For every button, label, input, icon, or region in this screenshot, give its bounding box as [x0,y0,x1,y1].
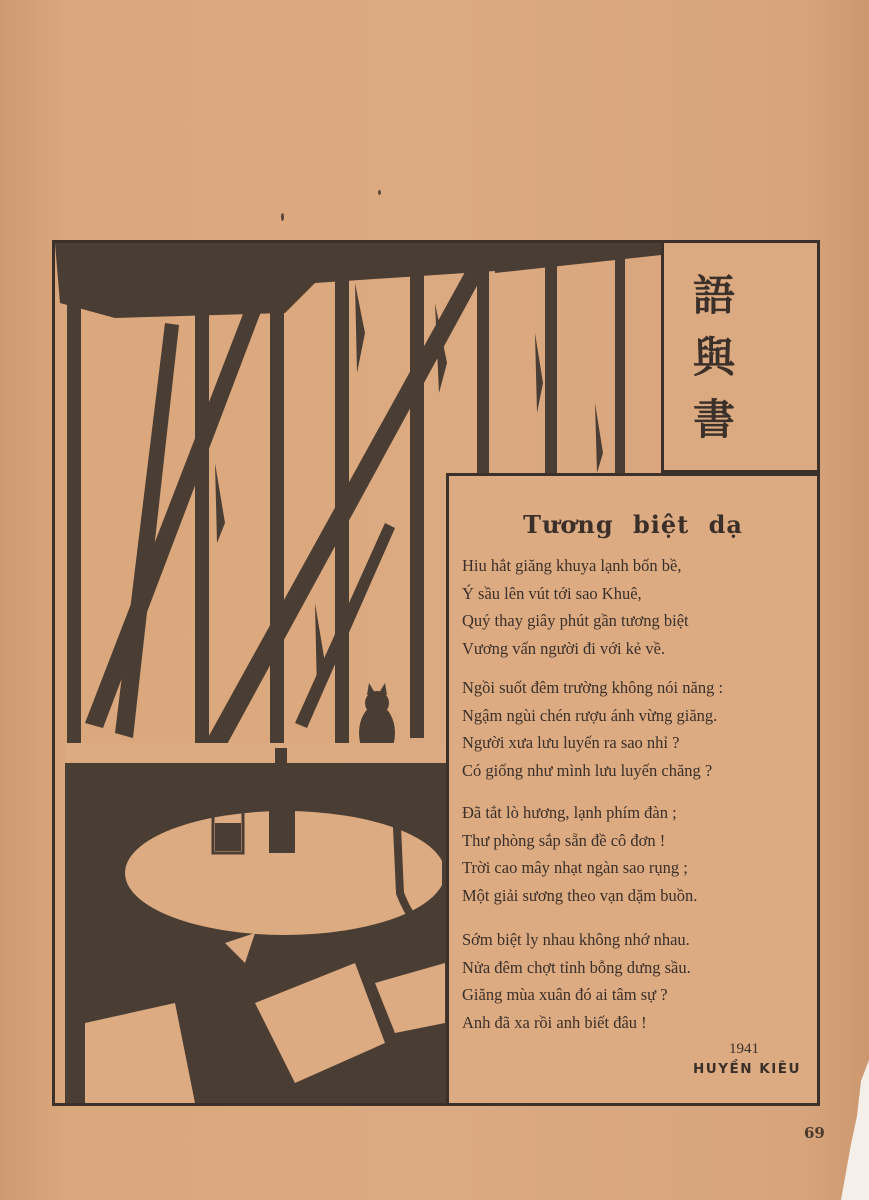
poem-title: Tương biệt dạ [523,510,743,539]
verse-line: Đã tắt lò hương, lạnh phím đàn ; [462,803,677,822]
stanza-1 [462,552,689,662]
verse-line: Người xưa lưu luyến ra sao nhỉ ? [462,733,680,752]
seal-char-2: 與 [692,333,735,382]
ink-speck [378,190,381,195]
stanza-4 [462,926,691,1036]
seal-panel [661,243,817,473]
page-number: 69 [804,1124,825,1142]
verse-line: Hiu hắt giăng khuya lạnh bốn bề, [462,556,682,575]
verse-line: Một giải sương theo vạn dặm buồn. [462,885,698,905]
poem-year: 1941 [729,1041,759,1057]
verse-line: Quý thay giây phút gần tương biệt [462,611,689,630]
stanza-3 [462,799,697,909]
verse-line: Vương vấn người đi với kẻ về. [462,638,666,658]
verse-line: Sớm biệt ly nhau không nhớ nhau. [462,930,690,949]
verse-line: Nửa đêm chợt tỉnh bỗng dưng sầu. [462,957,691,977]
ink-speck [281,213,284,221]
verse-line: Ngồi suốt đêm trường không nói năng : [462,678,724,697]
torn-corner [829,1060,869,1200]
seal-char-3: 書 [692,395,735,444]
illustration-frame [52,240,820,1106]
poem-panel [446,473,817,1103]
verse-line: Thư phòng sắp sẵn đề cô đơn ! [462,830,666,850]
verse-line: Trời cao mây nhạt ngàn sao rụng ; [462,858,688,877]
stanza-2 [462,674,723,784]
verse-line: Ngậm ngùi chén rượu ánh vừng giăng. [462,705,718,725]
seal-char-1: 語 [692,271,735,320]
verse-line: Anh đã xa rồi anh biết đâu ! [462,1012,647,1032]
verse-line: Ý sầu lên vút tới sao Khuê, [462,583,642,603]
verse-line: Có giống như mình lưu luyến chăng ? [462,760,713,780]
verse-line: Giăng mùa xuân đó ai tâm sự ? [462,985,668,1004]
seal-characters [684,265,744,451]
poem-author: HUYỀN KIÊU [693,1061,801,1077]
